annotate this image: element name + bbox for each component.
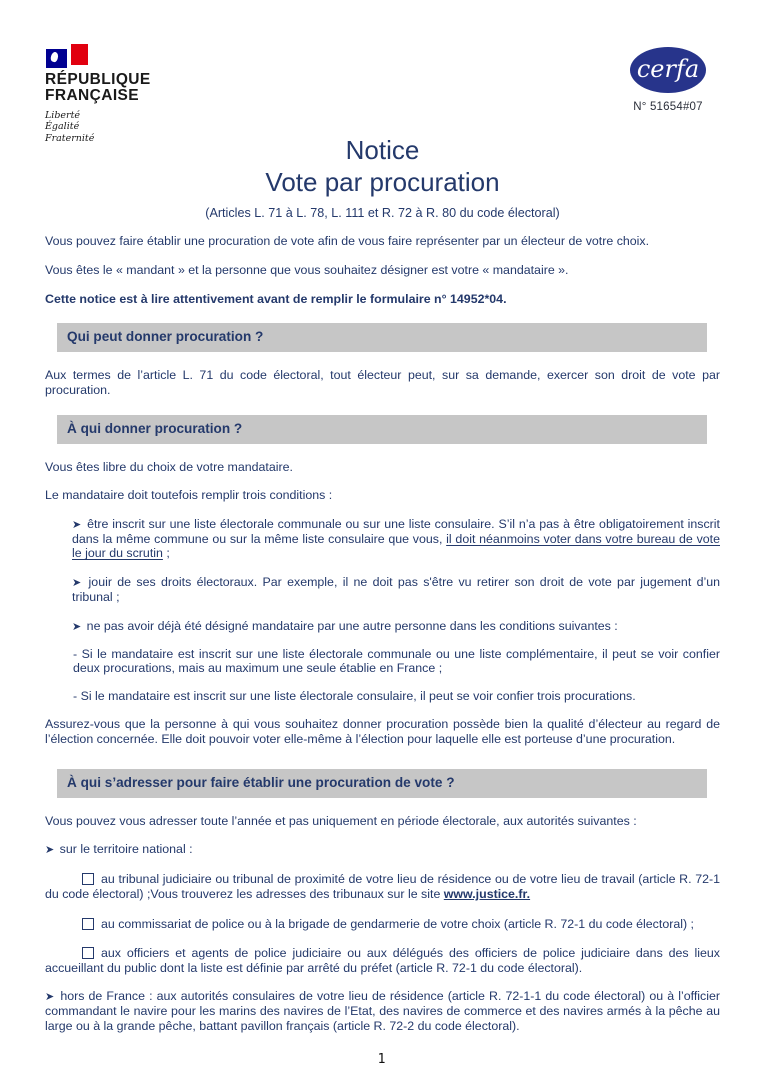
condition-bullet-3: [72, 619, 720, 634]
checkbox-icon: [82, 918, 94, 930]
intro-paragraph-1: Vous pouvez faire établir une procuration de vote afin de vous faire représenter par un électeur de votre choix.: [45, 234, 650, 249]
republique-francaise-logo: [45, 44, 151, 145]
republique-name: [45, 72, 151, 104]
section-header-a-qui-sadresser: [57, 769, 707, 798]
arrow-bullet-icon: ➤: [72, 518, 84, 531]
motto-fraternite: Fraternité: [45, 133, 95, 145]
checkbox-icon: [82, 947, 94, 959]
page-number: 1: [377, 1052, 386, 1067]
section-header-qui-peut-donner: [57, 323, 707, 352]
arrow-bullet-icon: ➤: [72, 620, 84, 633]
commissariat-text: au commissariat de police ou à la brigade de gendarmerie de votre choix (article R. 72-1 du code électoral) ;: [101, 916, 694, 931]
arrow-bullet-icon: ➤: [45, 991, 57, 1004]
title-line2: Vote par procuration: [265, 166, 500, 197]
title-subtitle: (Articles L. 71 à L. 78, L. 111 et R. 72 à R. 80 du code électoral): [205, 206, 560, 221]
section3-paragraph-1: Vous pouvez vous adresser toute l’année et pas uniquement en période électorale, aux autorités suivantes :: [45, 813, 637, 828]
section2-paragraph-1: Vous êtes libre du choix de votre mandataire.: [45, 459, 293, 474]
republique-line2: FRANÇAISE: [45, 86, 140, 104]
arrow-bullet-icon: ➤: [45, 844, 57, 857]
section2-paragraph-2: Le mandataire doit toutefois remplir trois conditions :: [45, 488, 333, 503]
condition-bullet-1: [72, 517, 720, 561]
condition-bullet-2: [72, 575, 720, 605]
territoire-national-text: sur le territoire national :: [59, 842, 193, 857]
hors-de-france-text: hors de France : aux autorités consulaires de votre lieu de résidence (article R. 72-1-1 du code électoral) ou à l’officier commandant le navire pour les marins des navires de l’Etat, des navires de commerce et des navires armés à la pêche au large ou à la grande pêche, battant pavillon français (article R. 72-2 du code électoral).: [45, 989, 720, 1034]
cerfa-logo-text: cerfa: [636, 54, 700, 83]
tribunal-text: au tribunal judiciaire ou tribunal de proximité de votre lieu de résidence ou de votre lieu de travail (article R. 72-1 du code électoral) ;Vous trouverez les adresses des tribunaux sur le site: [45, 872, 720, 901]
motto: [45, 110, 151, 146]
condition-2-text: jouir de ses droits électoraux. Par exemple, il ne doit pas s'être vu retirer son droit de vote par jugement d’un tribunal ;: [72, 575, 720, 604]
cerfa-block: [630, 47, 720, 113]
bullet-hors-de-france: [45, 989, 720, 1033]
flag-blue-block: [46, 49, 67, 68]
authority-item-commissariat: [45, 917, 720, 932]
cerfa-form-number: N° 51654#07: [633, 101, 703, 113]
officiers-text: aux officiers et agents de police judiciaire ou aux délégués des officiers de police judiciaire dans des lieux accueillant du public dont la liste est définie par arrêté du préfet (article R. 72-1 du code électoral).: [45, 946, 720, 975]
checkbox-icon: [82, 873, 94, 885]
section-header-a-qui-donner: [57, 415, 707, 444]
authority-item-tribunal: [45, 872, 720, 901]
condition-1-text: être inscrit sur une liste électorale communale ou sur une liste consulaire. S’il n’a pas à être obligatoirement inscrit dans la même commune ou sur la même liste consulaire que vous,: [72, 516, 720, 546]
section1-body: Aux termes de l’article L. 71 du code électoral, tout électeur peut, sur sa demande, exercer son droit de vote par procuration.: [45, 368, 720, 397]
intro-paragraph-2: Vous êtes le « mandant » et la personne que vous souhaitez désigner est votre « mandataire ».: [45, 263, 569, 278]
bullet-territoire-national: [45, 842, 720, 857]
motto-egalite: Égalité: [45, 121, 80, 133]
motto-liberte: Liberté: [45, 109, 81, 121]
condition-3-case-1: - Si le mandataire est inscrit sur une liste électorale communale ou une liste complémentaire, il peut se voir confier deux procurations, mais au maximum une seule établie en France ;: [73, 646, 720, 676]
title-line1: Notice: [345, 135, 420, 165]
section-title: À qui s’adresser pour faire établir une procuration de vote ?: [67, 774, 455, 790]
republique-line1: RÉPUBLIQUE: [45, 71, 151, 88]
authority-item-officiers: [45, 946, 720, 975]
condition-1-underlined: il doit néanmoins voter dans votre bureau de vote le jour du scrutin: [72, 531, 720, 561]
cerfa-logo: [630, 47, 706, 93]
arrow-bullet-icon: ➤: [72, 577, 84, 590]
condition-3-case-2: - Si le mandataire est inscrit sur une liste électorale consulaire, il peut se voir confier trois procurations.: [73, 688, 636, 703]
section2-closing: Assurez-vous que la personne à qui vous souhaitez donner procuration possède bien la qualité d’électeur au regard de l’élection concernée. Elle doit pouvoir voter elle-même à l’élection pour laquelle elle est porteuse d’une procuration.: [45, 717, 720, 747]
justice-fr-link[interactable]: www.justice.fr.: [443, 886, 531, 901]
section-title: À qui donner procuration ?: [67, 420, 243, 436]
page-header: [45, 44, 720, 145]
condition-1-suffix: ;: [162, 546, 170, 561]
condition-3-text: ne pas avoir déjà été désigné mandataire par une autre personne dans les conditions suivantes :: [86, 618, 618, 633]
french-flag-icon: [46, 44, 151, 68]
section-title: Qui peut donner procuration ?: [67, 329, 264, 345]
flag-red-block: [71, 44, 88, 65]
intro-paragraph-bold: Cette notice est à lire attentivement avant de remplir le formulaire n° 14952*04.: [45, 291, 507, 306]
